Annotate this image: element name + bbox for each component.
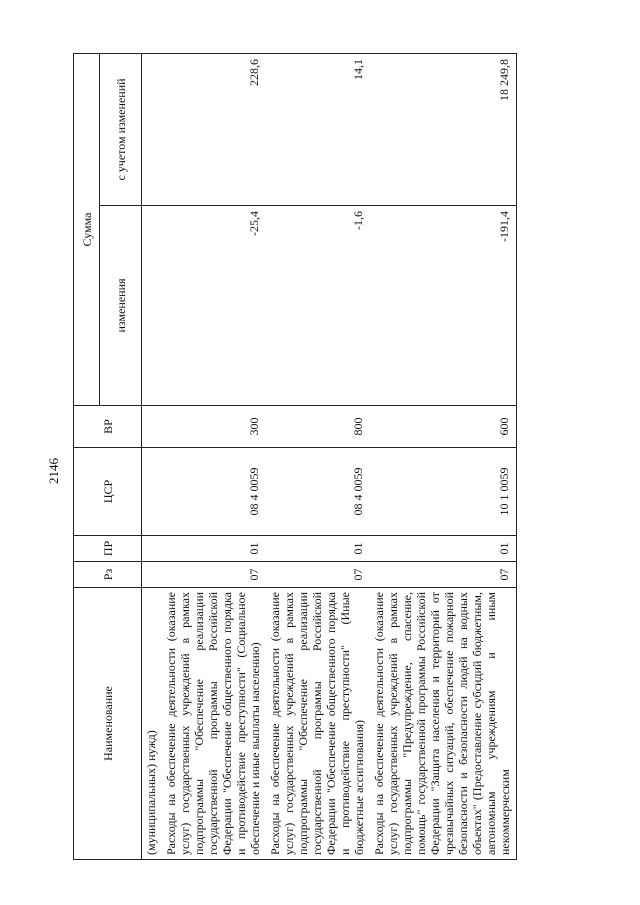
page-number: 2146 — [46, 458, 61, 484]
header-vr: ВР — [74, 406, 142, 448]
header-pr: ПР — [74, 536, 142, 562]
table-row — [266, 53, 370, 859]
row-vr: 800 — [266, 406, 370, 448]
row-name: Расходы на обеспечение деятельности (оказание услуг) государственных учреждений в рамках подпрограммы "Обеспечение реализации государственной программы Российской Федерации "Обеспечение общественного порядка и противодействие преступности" (Иные бюджетные ассигнования) — [266, 588, 370, 860]
row-pr: 01 — [162, 536, 266, 562]
row-change: -25,4 — [162, 206, 266, 406]
row-total: 18 249,8 — [370, 53, 517, 205]
header-s-uchetom: с учетом изменений — [100, 53, 142, 205]
row-rz: 07 — [162, 562, 266, 588]
row-csr: 10 1 0059 — [370, 448, 517, 536]
header-name: Наименование — [74, 588, 142, 860]
row-vr: 600 — [370, 406, 517, 448]
row-vr: 300 — [162, 406, 266, 448]
row-pr: 01 — [370, 536, 517, 562]
table-row — [162, 53, 266, 859]
row-csr: 08 4 0059 — [162, 448, 266, 536]
row-change: -1,6 — [266, 206, 370, 406]
header-rz: Рз — [74, 562, 142, 588]
row-rz: 07 — [370, 562, 517, 588]
header-csr: ЦСР — [74, 448, 142, 536]
row-name: Расходы на обеспечение деятельности (оказание услуг) государственных учреждений в рамках подпрограммы "Предупреждение, спасение, помощь" государственной программы Российской Федерации "Защита населения и территорий от чрезвычайных ситуаций, обеспечение пожарной безопасности и безопасности людей на водных объектах" (Предоставление субсидий бюджетным, автономным учреждениям и иным некоммерческим — [370, 588, 517, 860]
row-pr: 01 — [266, 536, 370, 562]
row-csr: 08 4 0059 — [266, 448, 370, 536]
continuation-text: (муниципальных) нужд) — [142, 588, 163, 860]
table-row — [370, 53, 517, 859]
row-name: Расходы на обеспечение деятельности (оказание услуг) государственных учреждений в рамках подпрограммы "Обеспечение реализации государственной программы Российской Федерации "Обеспечение общественного порядка и противодействие преступности" (Социальное обеспечение и иные выплаты населению) — [162, 588, 266, 860]
row-change: -191,4 — [370, 206, 517, 406]
row-total: 228,6 — [162, 53, 266, 205]
budget-table — [73, 53, 517, 860]
header-izmeneniya: изменения — [100, 206, 142, 406]
row-rz: 07 — [266, 562, 370, 588]
rotated-page-content — [73, 20, 598, 860]
table-row-continuation — [142, 53, 163, 859]
row-total: 14,1 — [266, 53, 370, 205]
header-summa: Сумма — [74, 53, 100, 405]
